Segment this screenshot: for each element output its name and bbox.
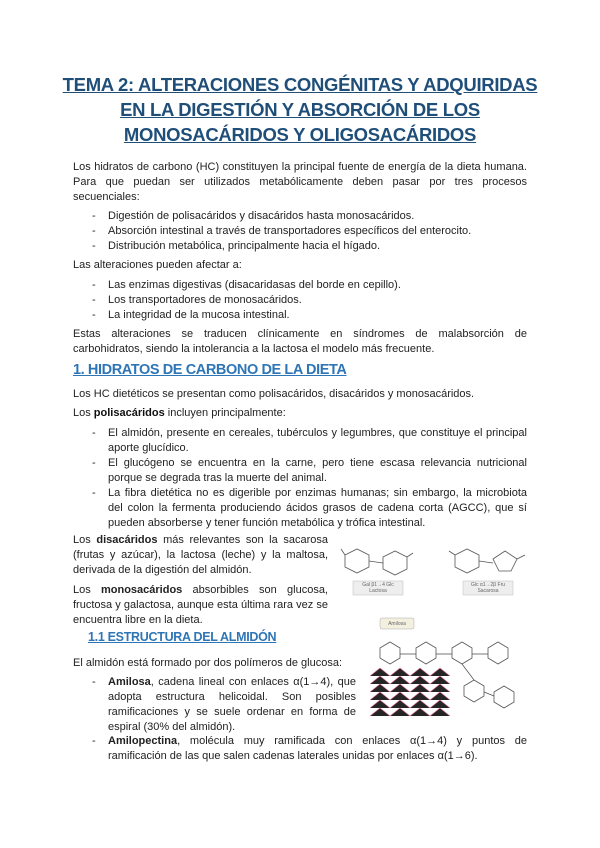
bullet-dash: - bbox=[92, 210, 96, 222]
bullet-dash: - bbox=[92, 294, 96, 306]
affect-item-2: Los transportadores de monosacáridos. bbox=[108, 294, 302, 306]
section1-paragraph-1: Los HC dietéticos se presentan como polisacáridos, disacáridos y monosacáridos. bbox=[73, 388, 475, 400]
bullet-dash: - bbox=[92, 240, 96, 252]
affect-item-3: La integridad de la mucosa intestinal. bbox=[108, 309, 290, 321]
affect-item-1: Las enzimas digestivas (disacaridasas del borde en cepillo). bbox=[108, 279, 401, 291]
bullet-dash: - bbox=[92, 487, 96, 499]
process-item-2: Absorción intestinal a través de transportadores específicos del enterocito. bbox=[108, 225, 472, 237]
bullet-dash: - bbox=[92, 225, 96, 237]
polysaccharide-item-2: El glucógeno se encuentra en la carne, pero tiene escasa relevancia nutricional porque se degrada tras la muerte del animal. bbox=[108, 457, 527, 484]
polysaccharide-item-3: La fibra dietética no es digerible por enzimas humanas; sin embargo, la microbiota del colon la fermenta produciendo ácidos grasos de cadena corta (AGCC), que sí pueden absorberse y tener función metabólica y trófica intestinal. bbox=[108, 487, 527, 529]
sucrose-caption: Glc α1→2β Fru Sacarosa bbox=[470, 582, 506, 594]
bullet-dash: - bbox=[92, 309, 96, 321]
monosaccharides-paragraph: Los monosacáridos absorbibles son glucosa, fructosa y galactosa, aunque esta última rara vez se encuentra libre en la dieta. bbox=[73, 584, 328, 626]
amylose-figure-label: Amilosa bbox=[388, 621, 406, 627]
amylose-item: Amilosa, cadena lineal con enlaces α(1→4), que adopta estructura helicoidal. Son posibles ramificaciones y se suele ordenar en forma de espiral (30% del almidón). bbox=[108, 676, 356, 733]
section-heading-1-1: 1.1 ESTRUCTURA DEL ALMIDÓN bbox=[88, 630, 277, 644]
polysaccharide-item-1: El almidón, presente en cereales, tubérculos y legumbres, que constituye el principal aporte glucídico. bbox=[108, 427, 527, 454]
section-heading-1: 1. HIDRATOS DE CARBONO DE LA DIETA bbox=[73, 362, 347, 378]
intro-paragraph-2: Las alteraciones pueden afectar a: bbox=[73, 259, 242, 271]
bullet-dash: - bbox=[92, 676, 96, 688]
process-item-1: Digestión de polisacáridos y disacáridos hasta monosacáridos. bbox=[108, 210, 415, 222]
bullet-dash: - bbox=[92, 457, 96, 469]
bullet-dash: - bbox=[92, 427, 96, 439]
amylopectin-item: Amilopectina, molécula muy ramificada con enlaces α(1→4) y puntos de ramificación de las que salen cadenas laterales unidas por enlaces α(1→6). bbox=[108, 735, 527, 762]
section1-paragraph-2: Los polisacáridos incluyen principalmente: bbox=[73, 407, 286, 419]
bullet-dash: - bbox=[92, 279, 96, 291]
disaccharides-paragraph: Los disacáridos más relevantes son la sacarosa (frutas y azúcar), la lactosa (leche) y la maltosa, derivada de la digestión del almidón. bbox=[73, 534, 328, 576]
process-item-3: Distribución metabólica, principalmente hacia el hígado. bbox=[108, 240, 381, 252]
bullet-dash: - bbox=[92, 735, 96, 747]
starch-paragraph: El almidón está formado por dos polímeros de glucosa: bbox=[73, 657, 343, 669]
lactose-caption: Gal β1→4 Glc Lactosa bbox=[362, 582, 394, 594]
starch-structure-figure bbox=[368, 614, 528, 726]
page-title: TEMA 2: ALTERACIONES CONGÉNITAS Y ADQUIRIDAS EN LA DIGESTIÓN Y ABSORCIÓN DE LOS MONOSACÁRIDOS Y OLIGOSACÁRIDOS bbox=[62, 74, 538, 145]
intro-paragraph-1: Los hidratos de carbono (HC) constituyen la principal fuente de energía de la dieta humana. Para que puedan ser utilizados metabólicamente deben pasar por tres procesos secuenciales: bbox=[73, 161, 527, 203]
intro-paragraph-3: Estas alteraciones se traducen clínicamente en síndromes de malabsorción de carbohidratos, siendo la intolerancia a la lactosa el modelo más frecuente. bbox=[73, 328, 527, 355]
